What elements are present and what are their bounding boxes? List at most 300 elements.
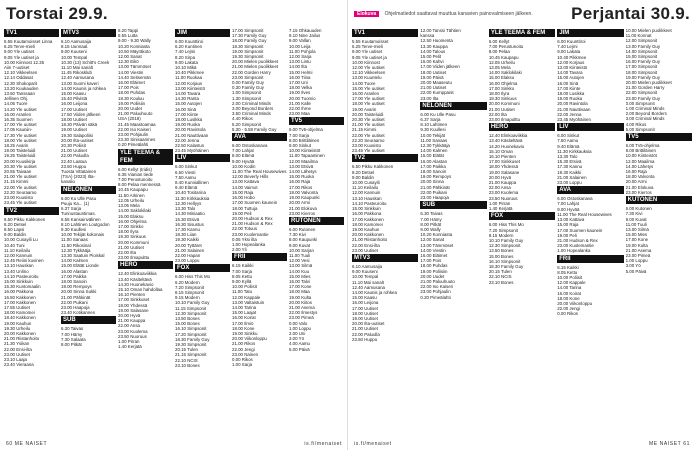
program-line: 23.00 Haapoja: [61, 304, 90, 310]
channel-header: FOX: [489, 212, 555, 220]
program-line: 20.15 Tulen: [488, 269, 512, 275]
program-line: 16.00 Eläimet: [420, 252, 448, 258]
notice-band: [354, 9, 556, 19]
program-line: 17.20 Simpsonit: [175, 331, 207, 337]
program-line: 17.00 Viiden jälkeen: [420, 64, 460, 70]
program-line: 9.00 Kuuseni: [61, 49, 87, 55]
program-line: 19.00 Uutiset: [61, 127, 87, 133]
program-line: 12.50 Huomenta: [420, 38, 453, 44]
program-line: 22.50 Kalastus: [175, 143, 205, 149]
channel-header: YLE TEEMA & FEM: [489, 29, 555, 37]
program-line: 18.00 Ilyra: [488, 91, 510, 97]
program-line: 8.00 Pelaa: [488, 49, 510, 55]
program-line: 7.15 Ohkauuden: [289, 28, 322, 33]
program-line: 18.30 Liian: [175, 232, 197, 238]
program-line: 21.00 Riistanhoito: [4, 336, 40, 342]
program-line: 18.00 Maa: [289, 289, 310, 295]
footer-url: is.fi/menaiset: [354, 441, 392, 447]
program-line: 6.00 Hiss This Mo: [488, 222, 524, 228]
program-line: 21.00 Asema: [625, 247, 652, 253]
program-line: 16.10 Pienten: [488, 154, 516, 160]
program-line: 20.00 Kakkonen: [352, 232, 384, 238]
program-line: 17.00 Uutiset: [352, 305, 378, 311]
program-line: 23.45 Myöhäinen: [557, 117, 591, 123]
program-line: 13.30 Kauppa: [420, 43, 448, 49]
program-line: 10.00 Sarjan: [289, 247, 314, 253]
program-line: 14.20 Huonekavio: [118, 281, 154, 287]
program-line: 11.00 The Real Housewives: [557, 211, 612, 217]
program-line: 6.50 Pikku Kakkonen: [352, 164, 394, 170]
program-line: 17.00 Sinkkuset: [118, 297, 150, 303]
program-line: 5.55 Kuutamoisset: [352, 39, 389, 44]
program-line: 8.00 Pitkät: [61, 341, 82, 347]
program-line: 5.00 Päivä: [625, 268, 647, 274]
program-line: 9.15 Modern: [175, 295, 200, 301]
program-line: 12.30 Hellyys: [175, 200, 202, 206]
program-line: 18.00 Uutiset: [352, 310, 378, 316]
program-line: 12.30 Tykkääja: [61, 247, 91, 253]
program-line: 9.00 Yle uutiset: [352, 49, 383, 55]
program-line: 3.00 Yö: [289, 336, 305, 342]
program-line: 18.00 Valvonta: [289, 189, 318, 195]
program-line: 16.10 Pienten: [118, 292, 146, 298]
program-line: 11.10 Mai sanalt: [61, 65, 93, 71]
program-line: 1.00 Hopealanka: [232, 241, 266, 247]
channel-header: HERO: [489, 123, 555, 131]
program-line: 12.00 Beverly Hills: [232, 174, 269, 180]
program-line: 22.00 Ansa: [118, 323, 140, 329]
program-line: 12.00 Korjaus: [175, 80, 203, 86]
program-line: kanssa: [420, 33, 435, 39]
channel-header: SUB: [61, 316, 116, 324]
program-line: 10.45 Kaupapu: [118, 187, 148, 193]
program-line: 1.00 Criminal Minds: [625, 106, 665, 112]
program-line: 22.00 Paluulla: [61, 153, 89, 159]
program-line: 10.40 Pikkmee: [175, 70, 205, 76]
program-line: 12.10 Vikkeelsen: [4, 70, 38, 76]
program-line: 21.00 Uutiset: [61, 148, 87, 154]
program-line: 22.00 Jengi: [557, 306, 580, 312]
program-line: 13.05 Mela: [118, 203, 140, 209]
program-line: 13.10 Hauskan: [352, 195, 382, 201]
program-line: 22.40 Laatua: [61, 158, 87, 164]
program-line: 14.20 Huonekavio: [488, 143, 525, 149]
program-line: 1.00 Pirran: [118, 338, 140, 344]
program-line: 12.00 Sarja: [289, 54, 312, 60]
program-line: 11.00 Tuuli: [625, 221, 647, 227]
program-line: 21.00 Elokuva: [625, 184, 654, 190]
program-line: 0.20 Pimeälahti: [420, 294, 451, 300]
program-line: 20.00 Ravintola: [557, 101, 588, 107]
program-line: 18.30 Kouluu: [118, 95, 144, 101]
program-line: 12.30 Simpsonit: [488, 243, 521, 249]
program-line: 8.00 Kaupunki: [289, 237, 318, 243]
program-line: 19.30 Urheilu: [4, 325, 31, 331]
program-line: 19.00 Simpsonit: [232, 48, 264, 54]
program-line: 19.00 Ruoka: [557, 96, 583, 102]
program-line: 16.00 Pakkona: [352, 211, 382, 217]
program-line: 21.00 Mielen puolikkeet: [232, 64, 279, 70]
program-line: 10.10 Family Guy: [175, 300, 210, 306]
program-line: 20.00 Hyvä: [118, 312, 141, 318]
program-line: kanalio: [61, 179, 75, 185]
program-line: 19.00 Peli: [232, 210, 252, 216]
program-line: 8.10 Nine Jailus: [289, 33, 321, 39]
program-line: 21.00 Paluuhuuto: [118, 111, 153, 117]
channel-header: TV2: [352, 154, 418, 162]
program-line: 21.00 Paluuhuuto: [420, 278, 455, 284]
program-line: 9.15 Modern: [488, 232, 514, 238]
program-line: 7.00 Lahjat: [232, 148, 254, 154]
program-line: 15.00 Mies: [289, 273, 311, 279]
program-line: 19.00 Päivä: [420, 74, 444, 80]
program-line: 8.00 Pelaa mennessä: [118, 182, 161, 188]
program-line: 18.25 Avarin: [4, 143, 29, 149]
program-line: 16.00 Aranlen: [352, 91, 380, 97]
program-line: 5.30 - 5.58 Family Guy: [232, 126, 277, 132]
program-line: 20.00 Ravintola: [175, 127, 206, 133]
program-line: 11.30 Kirkkauksia: [175, 195, 210, 201]
program-line: 18.30 Family Guy: [488, 263, 524, 269]
program-line: 13.00 Suomi kaveri: [61, 80, 99, 86]
program-line: 11.00 Sanaas: [420, 137, 448, 143]
program-line: 18.00 Family Guy: [232, 38, 267, 44]
program-line: 18.00 Yle uutiset: [4, 137, 37, 143]
program-line: 5.00 Simpsonit: [625, 126, 655, 132]
program-line: 7.30 Kivi: [625, 211, 643, 217]
program-line: 22.20 Seuraamo: [352, 137, 385, 143]
channel-header: MTV3: [61, 29, 116, 37]
program-line: 21.00 Asema: [289, 304, 315, 310]
program-line: 23.00 Pohjaulin: [118, 132, 149, 138]
program-line: 19.30 Kaikki: [175, 237, 199, 243]
program-line: 9.00 Yle uutiset: [4, 49, 35, 55]
program-line: 2.00 Criminal Minds: [232, 100, 271, 106]
program-line: 18.00 Lusikka: [557, 91, 585, 97]
program-line: 17.00 Pois: [420, 258, 442, 264]
program-line: 1.00 Loppu: [625, 258, 648, 264]
program-line: 20.00 Maaseutu: [420, 80, 452, 86]
program-line: 17.30 Family Guy: [232, 33, 267, 39]
program-line: 17.00 Yle uutiset: [4, 122, 37, 128]
program-line: 11.45 Rikosklub: [61, 70, 92, 76]
program-line: 6.55 Kansainvälinen: [61, 216, 101, 222]
program-line: 14.00 Lähetys: [289, 169, 317, 175]
program-line: 23.00 Nainen: [232, 351, 259, 357]
program-line: 2.00 Yli: [232, 247, 247, 253]
program-line: 16.00 Ohjelma: [488, 80, 518, 86]
program-line: 13.40 Unlino: [4, 268, 29, 274]
program-line: 12.00 Kannuin: [4, 252, 33, 258]
program-line: 22.00 Simpsonit: [625, 90, 658, 96]
program-line: 18.00 Yhdessä: [118, 302, 148, 308]
program-line: 12.30 Simpsonit: [175, 310, 207, 316]
program-line: 15.40 Pilvistä: [61, 96, 88, 102]
program-line: 13.00 Lintu: [289, 59, 311, 65]
program-line: 10.00 Kiinteistöt: [625, 153, 657, 159]
program-line: 22.00 Puikani: [420, 189, 448, 195]
program-line: 19.30 Simpsonit: [232, 54, 264, 60]
program-line: 23.00 Family Guy: [625, 95, 661, 101]
program-line: 20.00 Armi: [625, 179, 647, 185]
program-line: 6.00 Sinkut: [175, 164, 197, 170]
program-line: 6.00 Tv5-ohjelma: [289, 127, 323, 133]
program-line: 22.00 Ilta: [118, 249, 137, 255]
program-line: 14.00 Kuu: [289, 268, 310, 274]
program-line: 8.50 Lapsi: [4, 226, 25, 232]
program-line: 16.00 Eläimet: [118, 80, 145, 86]
program-line: 9.00 Wally: [420, 226, 441, 232]
program-line: 21.00 Pähkinät: [420, 184, 450, 190]
program-line: 6.00 Ostoskanava: [557, 196, 593, 202]
program-line: 18.00 Tuttuja: [232, 205, 258, 211]
program-line: 15.00 Elaksu: [118, 213, 144, 219]
program-line: 18.00 Valvonta: [625, 174, 655, 180]
program-line: 14.10 Pasteuroitu: [4, 273, 39, 279]
program-line: 17.00 Uni: [289, 80, 308, 86]
program-line: 6.10 Aamusaija: [352, 263, 383, 269]
program-line: 14.00 Tavara: [175, 91, 201, 97]
channel-header: JIM: [557, 29, 623, 37]
program-line: 21.00 Salainen: [175, 247, 205, 253]
program-line: 17.00 Pois: [118, 85, 139, 91]
program-line: 21.15 Kimmi: [4, 179, 29, 185]
channel-header: KUTONEN: [626, 196, 692, 204]
program-line: 10.00 Cusayili Lu: [4, 237, 38, 243]
program-line: 7.00 Perustunoitu: [488, 44, 524, 50]
program-line: 22.00 Ensi-ilta: [4, 346, 32, 352]
program-line: 6.25 Terve-mieli: [352, 44, 383, 50]
program-line: 16.00 Ohjelma: [118, 218, 147, 224]
program-line: 22.20 Seuraamo: [4, 189, 37, 195]
program-line: 23.00 Kierros: [289, 210, 316, 216]
program-line: 12.00 Kappale: [232, 294, 261, 300]
program-line: 10.00 Poliisit: [557, 274, 583, 280]
program-line: 2.00 Uni: [289, 330, 306, 336]
program-line: 10.45 Kaupapu: [488, 54, 519, 60]
program-line: 12.00 Korjaus: [557, 59, 585, 65]
program-line: 21.00 Hudson & Rex: [557, 237, 598, 243]
program-line: 19.00 Sinkku: [232, 330, 258, 336]
program-line: 0.05 Yksi ilta: [232, 236, 257, 242]
program-line: 23.45 Yle uutiset: [352, 148, 385, 154]
program-line: 1.00 Pirran: [488, 200, 511, 206]
program-line: 12.45 Reiini kuvinen: [4, 258, 44, 264]
program-line: 19.00 Kaupunki: [289, 195, 320, 201]
program-line: 14.00 Kaunis ja rohkea: [352, 289, 397, 295]
program-line: 17.00 Uutiset: [61, 106, 87, 112]
program-line: 19.30 Sinkuus: [488, 96, 517, 102]
program-line: 21.00 Rikos: [232, 341, 256, 347]
program-line: 16.00 Raja: [289, 179, 311, 185]
program-line: 21.00 Pähkinät: [61, 294, 91, 300]
program-line: 7.00 Sarja: [232, 268, 253, 274]
program-line: 6.00 Sinkut: [557, 133, 580, 139]
program-line: 18.00 Kamomei: [352, 221, 383, 227]
program-line: 4.40 Rikos: [232, 116, 253, 122]
program-line: 17.50 Viiden jälkeen: [61, 111, 101, 117]
program-line: 20.00 Sinna Sukki: [61, 289, 97, 295]
program-line: 15.00 Bones: [175, 321, 200, 327]
program-line: 13.50 Bones: [175, 315, 200, 321]
program-line: 17.00 Ilmiö: [232, 320, 254, 326]
program-line: 10.00 Mielen puolikkeet: [625, 28, 672, 33]
listing-column: [4, 28, 59, 432]
program-line: 23.00 Kuolema: [488, 190, 519, 196]
program-line: Tuosta Vittatainen: [61, 169, 97, 175]
program-line: 8.55 Lutta: [118, 33, 138, 39]
program-line: 6.25 Terve-mieli: [4, 44, 35, 50]
program-line: 5.55 Kuutamoisset Linna: [4, 39, 53, 44]
program-line: 15.30 Etsivä: [557, 159, 582, 165]
program-line: 21.00 Riistanhoito: [352, 237, 388, 243]
program-line: 12.00 Simpsonit: [625, 38, 658, 44]
channel-header: LIV: [557, 123, 623, 131]
program-line: 22.10 NCIS: [488, 274, 512, 280]
program-line: 1.40 Kerjatä: [488, 206, 513, 212]
program-line: 8.05 Kettu: [557, 269, 578, 275]
program-line: 20.00 Kakkonen: [4, 330, 36, 336]
program-line: 16.30 Sisustus: [175, 221, 204, 227]
program-line: 13.00 Kuuntelu: [352, 75, 382, 81]
program-line: 19.00 Peli: [557, 232, 577, 238]
program-line: 6.37 Sarja: [61, 206, 82, 212]
program-line: 15.00 Laajat: [232, 310, 257, 316]
program-line: (TSA) (2023) Ilta-: [61, 174, 95, 180]
program-line: 9.00 Hyvää: [557, 206, 580, 212]
program-line: 15.00 Sinkkuin: [4, 278, 33, 284]
program-line: 14.00 Kalmen: [61, 258, 89, 264]
program-line: 12.00 Vesi: [289, 258, 310, 264]
program-line: 19.00 Salasane: [488, 169, 520, 175]
program-line: 21.00 Uutiset: [420, 85, 447, 91]
program-line: 7.00 Hämy: [420, 216, 442, 222]
listing-column: [61, 28, 116, 432]
program-line: 14.30 Ranta: [175, 96, 199, 102]
program-line: 7.50 Aamu: [557, 138, 579, 144]
program-line: 14.10 Pasteuroitu: [352, 200, 387, 206]
channel-header: MTV3: [352, 254, 418, 262]
program-line: 14.00 Simpsonit: [625, 48, 658, 54]
program-line: 22.00 Ensi-ilta: [352, 242, 380, 248]
program-line: 21.00 Kalle: [289, 100, 311, 106]
program-line: 21.00 Uutiset: [118, 244, 144, 250]
program-line: 13.50 Bones: [488, 248, 514, 254]
program-line: 11.00 The Real Housewives: [232, 169, 287, 175]
program-line: 19.00 Kulta: [625, 242, 648, 248]
program-line: 20.00 Tyttäret: [175, 242, 202, 248]
program-line: 13.00 Tämmöset: [420, 242, 454, 248]
program-line: 18.00 Kone: [232, 325, 255, 331]
program-line: 22.00 Ansa: [488, 185, 511, 191]
program-line: 6.00 Kellyt: [488, 39, 510, 44]
program-line: 8.20 Detsel: [352, 169, 375, 175]
program-line: 9.00 Baldin: [4, 232, 26, 238]
program-line: 13.30 Talo: [557, 154, 578, 160]
program-line: 10.30 (13) Schitt's Creek: [61, 59, 110, 65]
program-line: 21.00 Uutiset: [488, 106, 515, 112]
footer-magazine: ME NAISET 61: [648, 441, 690, 447]
program-line: 15.00 Elätät: [420, 153, 444, 159]
channel-header: TV5: [289, 117, 344, 125]
program-line: 20.00 Mielen puolikkeet: [232, 59, 279, 65]
program-line: 10.40 Tositarina: [175, 190, 206, 196]
program-line: 14.00 Viestin: [118, 69, 144, 75]
program-line: 14.00 Kalmen: [420, 148, 448, 154]
program-line: 22.00 Jenna: [175, 137, 200, 143]
program-line: 23.00 Ilmapulttu: [488, 117, 521, 123]
program-line: 23.10 Laaja: [4, 356, 27, 362]
program-line: 22.00 Gorden Harry: [232, 69, 271, 75]
program-line: 23.00 Ilta: [420, 95, 439, 101]
program-line: 23.00 Ilmapulttu: [118, 255, 150, 261]
program-line: 10.00 Tempal: [352, 274, 379, 280]
program-line: 15.00 Kaasu: [352, 295, 377, 301]
program-line: 23.00 Maa: [289, 111, 310, 117]
program-line: 17.55 Uutiset: [4, 304, 30, 310]
program-line: 16.00 Sinä: [175, 106, 196, 112]
program-line: 12.00 Sanat: [118, 54, 142, 60]
program-line: 15.10 Oman: [488, 148, 513, 154]
program-line: 15.30 Kuntomaalin: [4, 284, 41, 290]
program-line: 18.00 Yle uutiset: [352, 101, 385, 107]
program-line: 10.00 Cusayili: [352, 180, 380, 186]
program-line: 22.00 Iso Kaiseri: [420, 284, 454, 290]
program-line: 10.00 Tempal: [61, 54, 88, 60]
program-line: 15.00 Bones: [488, 253, 514, 259]
program-line: 19.00 Poliisiin: [118, 100, 146, 106]
program-line: 12.30 Eikö: [118, 59, 139, 65]
program-line: 12.30 Tykkääja: [420, 143, 450, 149]
program-line: 13.40 Käsiteltävä: [488, 138, 523, 144]
program-line: 7.00 Perustunoitu: [118, 177, 153, 183]
program-line: 10.00 Kiinnost: [352, 59, 380, 65]
program-line: 16.10 Simpsonit: [175, 326, 207, 332]
program-line: 10.00 Kiinnost 12.35: [4, 59, 45, 65]
program-line: 15.10 Oman hahdollaa: [118, 286, 163, 292]
program-line: 17.00 Sinkkuset: [488, 159, 521, 165]
program-line: 16.50 Kakkonen: [4, 294, 36, 300]
program-line: 17.00 Rikos: [289, 184, 313, 190]
program-line: 1.00 Hopealanka: [557, 248, 591, 254]
channel-header: FRII: [232, 253, 287, 261]
program-line: 21.15 Kimmi: [352, 127, 377, 133]
program-line: 16.10 Simpsonit: [488, 258, 521, 264]
program-line: 12.00 Maailma: [625, 158, 655, 164]
program-line: 6.35 Vianian tiede: [118, 171, 154, 177]
program-line: 7.30 Kivi: [289, 232, 306, 238]
channel-header: JIM: [175, 29, 230, 37]
program-line: Puuju Ka... (1): [61, 200, 90, 206]
program-line: 11.00 Tapaaminen: [289, 153, 325, 159]
program-line: 15.00 Raja: [557, 222, 579, 228]
program-line: 8.00 Elämä: [232, 153, 255, 159]
channel-header: TV1: [352, 29, 418, 37]
program-line: 21.45 Maastoamaa: [118, 121, 156, 127]
program-line: 11.00 Pohjola: [289, 48, 316, 54]
program-line: 21.00 Kauppa: [488, 180, 517, 186]
program-line: 16.00 Leijona: [352, 300, 379, 306]
program-line: 7.40 Lejmi: [175, 49, 196, 55]
program-line: 18.30 Family Guy: [175, 336, 210, 342]
program-line: 19.00 Taisteluidi: [4, 148, 36, 154]
program-line: 15.00 Kaasu: [61, 91, 86, 97]
program-line: 3.00 Beyond Borders: [232, 106, 274, 112]
program-line: 20.15 Tulen: [175, 347, 198, 353]
program-line: 9.00 Hyvää: [232, 158, 255, 164]
program-line: 14.00 Kaunis ja rohkea: [61, 85, 106, 91]
program-line: 9.30 Kuullesi: [61, 226, 87, 232]
